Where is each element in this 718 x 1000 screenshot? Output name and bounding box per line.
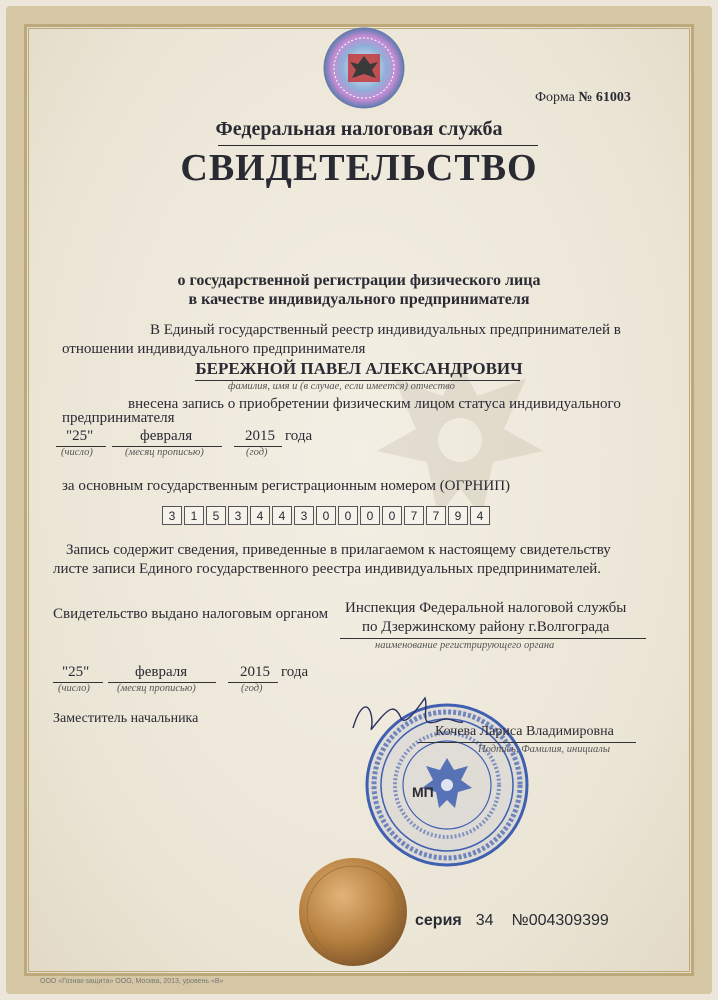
- ogrnip-digit: 9: [448, 506, 468, 525]
- ogrnip-digit: 0: [382, 506, 402, 525]
- ogrnip-number: [162, 506, 492, 525]
- ogrnip-digit: 3: [162, 506, 182, 525]
- date2-month: февраля: [135, 664, 188, 680]
- issuer-org-caption: наименование регистрирующего органа: [375, 640, 555, 651]
- serial-number-value: №004309399: [511, 912, 609, 929]
- stamp-place-label: МП: [412, 784, 434, 800]
- date1-day-caption: (число): [61, 447, 93, 458]
- agency-name: Федеральная налоговая служба: [215, 118, 503, 140]
- date1-month-caption: (месяц прописью): [125, 447, 204, 458]
- hologram-emblem-icon: [322, 26, 406, 110]
- intro-line-1: В Единый государственный реестр индивидуальных предпринимателей в: [150, 322, 621, 338]
- serial-label: серия: [415, 912, 462, 929]
- date2-year-caption: (год): [241, 683, 263, 694]
- document-title: СВИДЕТЕЛЬСТВО: [180, 147, 538, 189]
- record-line-1: Запись содержит сведения, приведенные в прилагаемом к настоящему свидетельству: [66, 542, 611, 558]
- date2-year-suffix: года: [281, 664, 309, 680]
- entrepreneur-name: БЕРЕЖНОЙ ПАВЕЛ АЛЕКСАНДРОВИЧ: [195, 359, 523, 378]
- ogrnip-digit: 4: [272, 506, 292, 525]
- issuer-org-line-2: по Дзержинскому району г.Волгограда: [362, 619, 610, 635]
- record-line-2: листе записи Единого государственного реестра индивидуальных предпринимателей.: [53, 561, 602, 577]
- signatory-underline: [418, 742, 636, 743]
- ogrnip-digit: 4: [470, 506, 490, 525]
- form-number-value: № 61003: [578, 90, 631, 105]
- issuer-org-underline: [340, 638, 646, 639]
- date1-month: февраля: [140, 428, 193, 444]
- issuer-org-line-1: Инспекция Федеральной налоговой службы: [345, 600, 627, 616]
- serial-number: [415, 912, 609, 930]
- gold-seal-icon: [297, 856, 409, 968]
- date2-month-caption: (месяц прописью): [117, 683, 196, 694]
- date1-year-caption: (год): [246, 447, 268, 458]
- date2-year: 2015: [240, 664, 270, 680]
- ogrnip-digit: 0: [316, 506, 336, 525]
- subtitle-line-1: о государственной регистрации физического лица: [177, 272, 541, 289]
- name-caption: фамилия, имя и (в случае, если имеется) отчество: [228, 381, 455, 392]
- date1-year: 2015: [245, 428, 275, 444]
- printer-footer: ООО «Гознак-защита» ООО, Москва, 2013, уровень «В»: [40, 978, 224, 985]
- ogrnip-digit: 3: [294, 506, 314, 525]
- ogrnip-digit: 3: [228, 506, 248, 525]
- date1-year-suffix: года: [285, 428, 313, 444]
- ogrnip-digit: 5: [206, 506, 226, 525]
- date2-day: "25": [62, 664, 90, 680]
- ogrnip-label: за основным государственным регистрационным номером (ОГРНИП): [62, 478, 511, 494]
- signatory-position: Заместитель начальника: [53, 711, 199, 726]
- issuer-label: Свидетельство выдано налоговым органом: [53, 606, 329, 622]
- ogrnip-digit: 0: [360, 506, 380, 525]
- ogrnip-digit: 7: [426, 506, 446, 525]
- subtitle-line-2: в качестве индивидуального предпринимателя: [188, 291, 530, 308]
- signatory-caption: Подпись, Фамилия, инициалы: [478, 744, 610, 755]
- ogrnip-digit: 7: [404, 506, 424, 525]
- serial-series: 34: [475, 912, 494, 929]
- date2-day-caption: (число): [58, 683, 90, 694]
- ogrnip-digit: 4: [250, 506, 270, 525]
- date1-day: "25": [66, 428, 94, 444]
- entry-line-1: внесена запись о приобретении физическим лицом статуса индивидуального: [128, 396, 621, 412]
- ogrnip-digit: 0: [338, 506, 358, 525]
- form-number: [535, 90, 631, 106]
- form-label: Форма: [535, 90, 575, 105]
- entry-line-2: предпринимателя: [62, 410, 175, 426]
- ogrnip-digit: 1: [184, 506, 204, 525]
- signatory-name: Кочева Лариса Владимировна: [435, 724, 614, 739]
- intro-line-2: отношении индивидуального предпринимателя: [62, 341, 366, 357]
